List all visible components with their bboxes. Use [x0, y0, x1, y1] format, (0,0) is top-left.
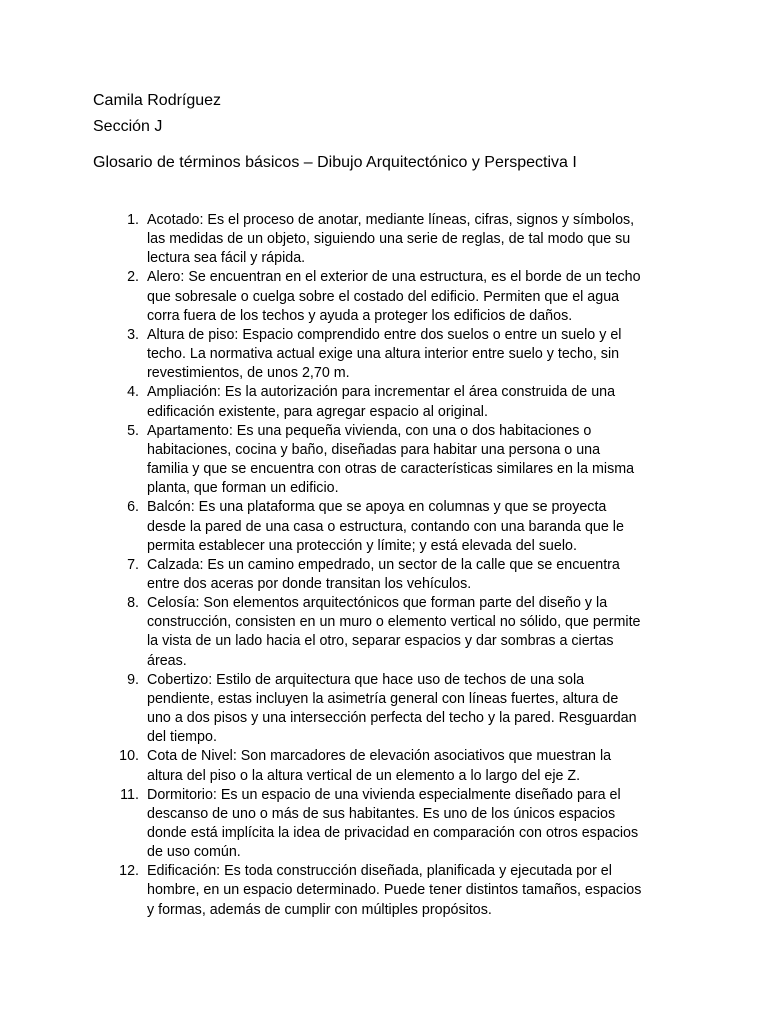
glossary-item-number	[93, 326, 139, 383]
glossary-item-line: áreas.	[147, 652, 187, 669]
glossary-item-number	[93, 594, 139, 671]
glossary-item	[93, 422, 683, 499]
document-title: Glosario de términos básicos – Dibujo Arquitectónico y Perspectiva I	[93, 154, 577, 171]
glossary-item-line: Acotado: Es el proceso de anotar, mediante líneas, cifras, signos y símbolos,	[147, 212, 635, 228]
glossary-item-line: habitaciones, cocina y baño, diseñadas para habitar una persona o una	[147, 441, 601, 458]
glossary-item-line: Cobertizo: Estilo de arquitectura que hace uso de techos de una sola	[147, 671, 585, 688]
glossary-item-line: Calzada: Es un camino empedrado, un sector de la calle que se encuentra	[147, 556, 620, 573]
glossary-item-number-text: 10.	[119, 748, 139, 765]
glossary-item-line: Dormitorio: Es un espacio de una vivienda especialmente diseñado para el	[147, 786, 621, 803]
document-header	[93, 88, 693, 140]
glossary-item-number	[93, 211, 139, 268]
glossary-item-line: Altura de piso: Espacio comprendido entre dos suelos o entre un suelo y el	[147, 326, 622, 343]
glossary-item-number	[93, 786, 139, 863]
glossary-item-line: Edificación: Es toda construcción diseñada, planificada y ejecutada por el	[147, 863, 612, 880]
glossary-item-line: y formas, además de cumplir con múltiples propósitos.	[147, 901, 492, 918]
glossary-item	[93, 211, 683, 268]
glossary-item-line: Cota de Nivel: Son marcadores de elevación asociativos que muestran la	[147, 748, 612, 765]
glossary-item-line: corra fuera de los techos y ayuda a proteger los edificios de daños.	[147, 307, 573, 324]
glossary-item-number-text: 1.	[127, 212, 139, 228]
glossary-item-line: la vista de un lado hacia el otro, separar espacios y dar sombras a ciertas	[147, 633, 614, 650]
glossary-item-text	[139, 747, 683, 785]
glossary-item-number-text: 6.	[127, 499, 139, 516]
glossary-item	[93, 556, 683, 594]
glossary-item-number-text: 11.	[120, 786, 139, 803]
glossary-item-text	[139, 498, 683, 555]
glossary-item-line: Alero: Se encuentran en el exterior de una estructura, es el borde de un techo	[147, 269, 641, 286]
glossary-item-text	[139, 556, 683, 594]
glossary-item-line: hombre, en un espacio determinado. Puede tener distintos tamaños, espacios	[147, 882, 642, 899]
glossary-item	[93, 268, 683, 325]
glossary-item-text	[139, 268, 683, 325]
glossary-item-number	[93, 671, 139, 748]
glossary-item	[93, 786, 683, 863]
glossary-item-line: las medidas de un objeto, siguiendo una serie de reglas, de tal modo que su	[147, 231, 631, 248]
glossary-item	[93, 862, 683, 919]
glossary-item-line: del tiempo.	[147, 729, 217, 746]
glossary-item-line: familia y que se encuentra con otras de características similares en la misma	[147, 461, 635, 478]
glossary-item-line: pendiente, estas incluyen la asimetría general con líneas fuertes, altura de	[147, 690, 619, 707]
glossary-item-number	[93, 422, 139, 499]
glossary-item-text	[139, 594, 683, 671]
glossary-item-line: Apartamento: Es una pequeña vivienda, con una o dos habitaciones o	[147, 422, 592, 439]
glossary-item-line: edificación existente, para agregar espacio al original.	[147, 403, 488, 420]
author-name: Camila Rodríguez	[93, 92, 222, 109]
glossary-item	[93, 326, 683, 383]
section-label: Sección J	[93, 118, 163, 135]
glossary-item-text	[139, 862, 683, 919]
glossary-item-number-text: 5.	[127, 422, 139, 439]
glossary-item-number-text: 7.	[127, 556, 139, 573]
glossary-item	[93, 747, 683, 785]
glossary-item-text	[139, 383, 683, 421]
glossary-item-number	[93, 862, 139, 919]
glossary-item-line: entre dos aceras por donde transitan los vehículos.	[147, 575, 472, 592]
glossary-item-line: techo. La normativa actual exige una altura interior entre suelo y techo, sin	[147, 346, 620, 363]
glossary-item-line: que sobresale o cuelga sobre el costado del edificio. Permiten que el agua	[147, 288, 620, 305]
glossary-item-line: permita establecer una protección y límite; y está elevada del suelo.	[147, 537, 577, 554]
glossary-item	[93, 594, 683, 671]
glossary-list	[93, 211, 683, 920]
glossary-item-line: planta, que forman un edificio.	[147, 480, 339, 497]
glossary-item-number-text: 2.	[127, 269, 139, 286]
glossary-item-text	[139, 671, 683, 748]
glossary-item-line: Celosía: Son elementos arquitectónicos que forman parte del diseño y la	[147, 595, 608, 612]
glossary-item-line: descanso de uno o más de sus habitantes. Es uno de los únicos espacios	[147, 805, 616, 822]
glossary-item-number	[93, 556, 139, 594]
glossary-item-line: revestimientos, de unos 2,70 m.	[147, 365, 350, 382]
glossary-item-text	[139, 211, 683, 268]
glossary-item-line: Balcón: Es una plataforma que se apoya en columnas y que se proyecta	[147, 499, 607, 516]
glossary-item-text	[139, 326, 683, 383]
glossary-item-number-text: 9.	[127, 671, 139, 688]
glossary-item-line: donde está implícita la idea de privacidad en comparación con otros espacios	[147, 825, 639, 841]
glossary-item	[93, 383, 683, 421]
glossary-item-line: de uso común.	[147, 844, 241, 861]
glossary-item	[93, 498, 683, 555]
glossary-item-line: lectura sea fácil y rápida.	[147, 250, 306, 267]
glossary-item-line: uno a dos pisos y una intersección perfecta del techo y la pared. Resguardan	[147, 710, 637, 727]
glossary-item-number-text: 8.	[127, 595, 139, 612]
glossary-item-number-text: 3.	[127, 326, 139, 343]
glossary-item-text	[139, 786, 683, 863]
glossary-item-line: construcción, consisten en un muro o elemento vertical no sólido, que permite	[147, 614, 641, 631]
glossary-item-number	[93, 383, 139, 421]
glossary-item-number	[93, 268, 139, 325]
glossary-item-line: Ampliación: Es la autorización para incrementar el área construida de una	[147, 384, 616, 401]
glossary-item-line: desde la pared de una casa o estructura, contando con una baranda que le	[147, 518, 624, 535]
glossary-item-number-text: 12.	[119, 863, 139, 880]
glossary-item-number-text: 4.	[127, 384, 139, 401]
glossary-item-line: altura del piso o la altura vertical de un elemento a lo largo del eje Z.	[147, 767, 581, 784]
glossary-item-number	[93, 747, 139, 785]
glossary-item	[93, 671, 683, 748]
glossary-item-number	[93, 498, 139, 555]
glossary-item-text	[139, 422, 683, 499]
